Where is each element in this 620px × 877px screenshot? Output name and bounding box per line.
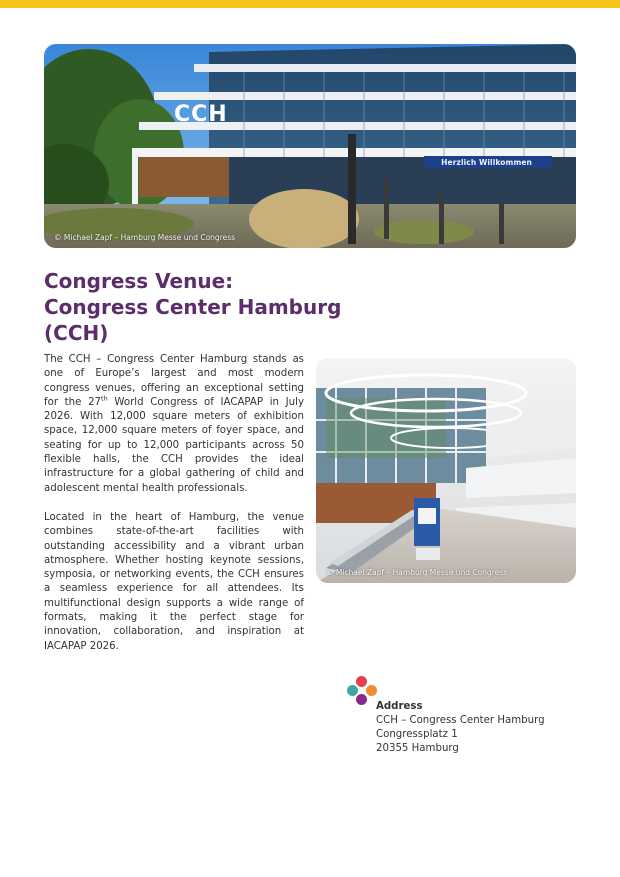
address-block [376,700,596,756]
address-line-1: CCH – Congress Center Hamburg [376,715,545,726]
address-section [346,676,545,754]
title-line-2: Congress Center Hamburg [44,295,342,319]
address-line-2: Congressplatz 1 [376,729,458,740]
address-line-3: 20355 Hamburg [376,743,459,754]
paragraph-intro [44,353,304,496]
ordinal-suffix: th [101,394,108,403]
venue-description [44,353,304,669]
photo-credit: © Michael Zapf – Hamburg Messe und Congress [54,233,236,242]
cch-logo: CCH [174,102,228,127]
teal-dot-icon [347,685,358,696]
venue-exterior-photo [44,44,576,248]
paragraph-intro-text-a: The CCH – Congress Center Hamburg stands as one of Europe’s largest and most modern congress venues, offering an exceptional setting for the 27 [44,354,304,408]
top-accent-bar [0,0,620,8]
paragraph-location: Located in the heart of Hamburg, the venue combines state-of-the-art facilities with outstanding accessibility and a vibrant urban atmosphere. Whether hosting keynote sessions, symposia, or networking events, the CCH ensures a seamless experience for all attendees. Its multifunctional design supports a wide range of formats, making it the perfect stage for innovation, collaboration, and inspiration at IACAPAP 2026. [44,511,304,652]
paragraph-intro-text-b: World Congress of IACAPAP in July 2026. With 12,000 square meters of exhibition space, 12,000 square meters of foyer space, and seating for up to 12,000 participants across 50 flexible halls, the CCH provides the ideal infrastructure for a global gathering of child and adolescent mental health professionals. [44,396,304,494]
address-label: Address [376,701,423,712]
welcome-sign: Herzlich Willkommen [441,158,532,167]
red-dot-icon [356,676,367,687]
purple-dot-icon [356,694,367,705]
brand-dots-icon [346,676,378,704]
page-title [44,268,374,346]
orange-dot-icon [366,685,377,696]
venue-interior-photo [316,358,576,583]
interior-photo-credit: © Michael Zapf – Hamburg Messe und Congress [326,568,508,577]
title-line-1: Congress Venue: [44,269,234,293]
title-line-3: (CCH) [44,321,109,345]
